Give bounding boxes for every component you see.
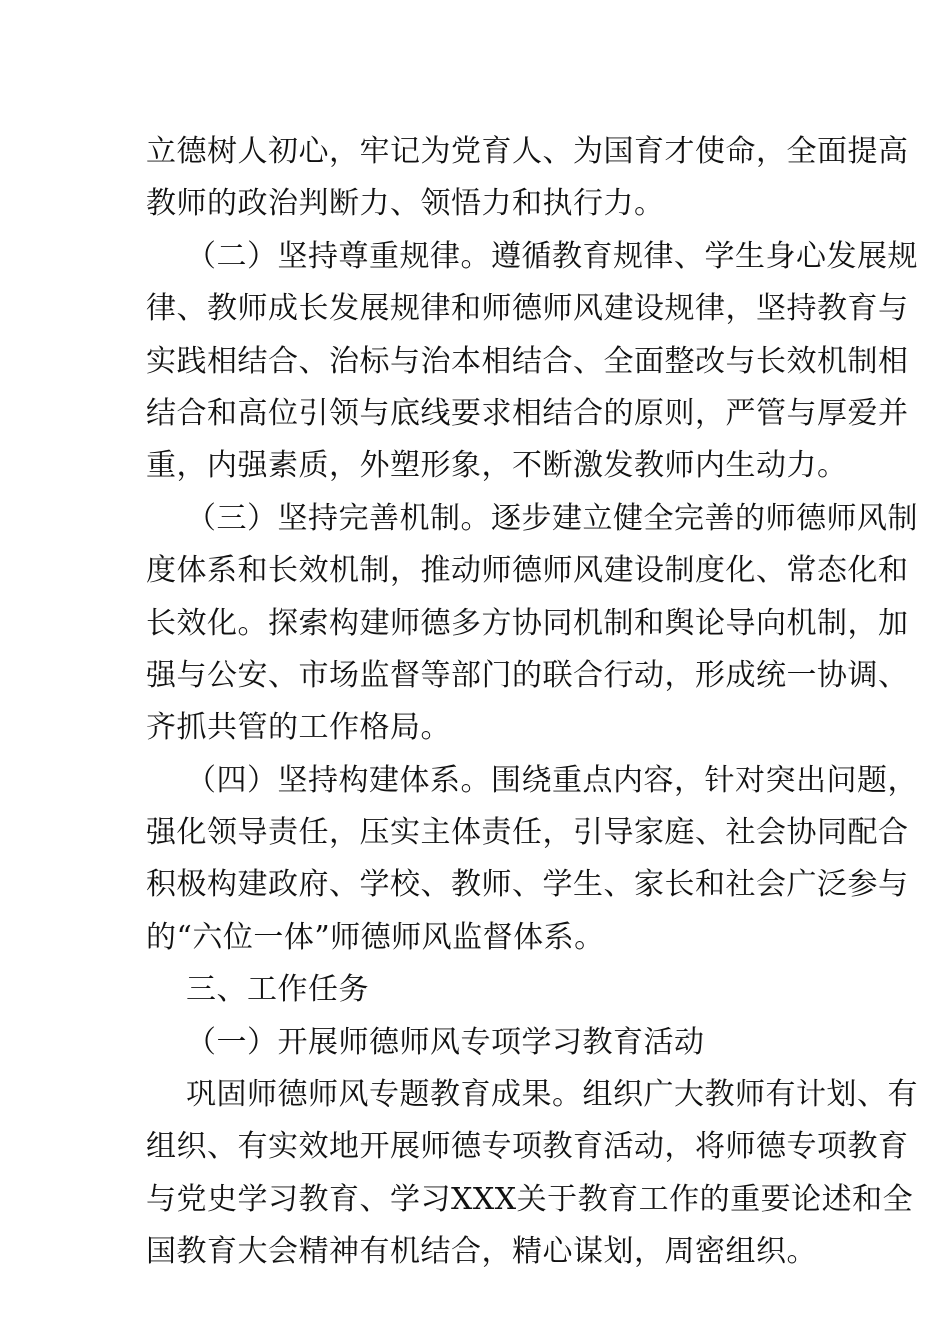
- body-text: [146, 126, 918, 1279]
- text-line: 立德树人初心，牢记为党育人、为国育才使命，全面提高: [146, 134, 909, 169]
- text-line: 齐抓共管的工作格局。: [146, 710, 451, 746]
- text-line: 三、工作任务: [186, 972, 369, 1008]
- text-line: （四）坚持构建体系。围绕重点内容，针对突出问题，: [186, 762, 918, 798]
- text-line: 积极构建政府、学校、教师、学生、家长和社会广泛参与: [146, 867, 909, 903]
- text-line: 重，内强素质，外塑形象，不断激发教师内生动力。: [146, 448, 848, 484]
- text-line: 度体系和长效机制，推动师德师风建设制度化、常态化和: [146, 553, 909, 589]
- text-line: 强化领导责任，压实主体责任，引导家庭、社会协同配合: [146, 815, 909, 851]
- text-line: 结合和高位引领与底线要求相结合的原则，严管与厚爱并: [146, 395, 909, 431]
- text-line: 国教育大会精神有机结合，精心谋划，周密组织。: [146, 1234, 817, 1270]
- text-line: 教师的政治判断力、领悟力和执行力。: [146, 186, 665, 222]
- text-line: 律、教师成长发展规律和师德师风建设规律，坚持教育与: [146, 291, 909, 327]
- text-line: （二）坚持尊重规律。遵循教育规律、学生身心发展规: [186, 238, 918, 274]
- text-line: 长效化。探索构建师德多方协同机制和舆论导向机制，加: [146, 605, 909, 641]
- text-line: 巩固师德师风专题教育成果。组织广大教师有计划、有: [186, 1077, 918, 1113]
- text-line: 实践相结合、治标与治本相结合、全面整改与长效机制相: [146, 343, 909, 379]
- text-line: 与党史学习教育、学习XXX关于教育工作的重要论述和全: [146, 1181, 914, 1217]
- text-line: 组织、有实效地开展师德专项教育活动，将师德专项教育: [146, 1129, 909, 1165]
- text-line: （一）开展师德师风专项学习教育活动: [186, 1024, 705, 1060]
- text-line: （三）坚持完善机制。逐步建立健全完善的师德师风制: [186, 500, 918, 536]
- text-line: 强与公安、市场监督等部门的联合行动，形成统一协调、: [146, 657, 909, 693]
- text-line: 的“六位一体”师德师风监督体系。: [146, 919, 605, 955]
